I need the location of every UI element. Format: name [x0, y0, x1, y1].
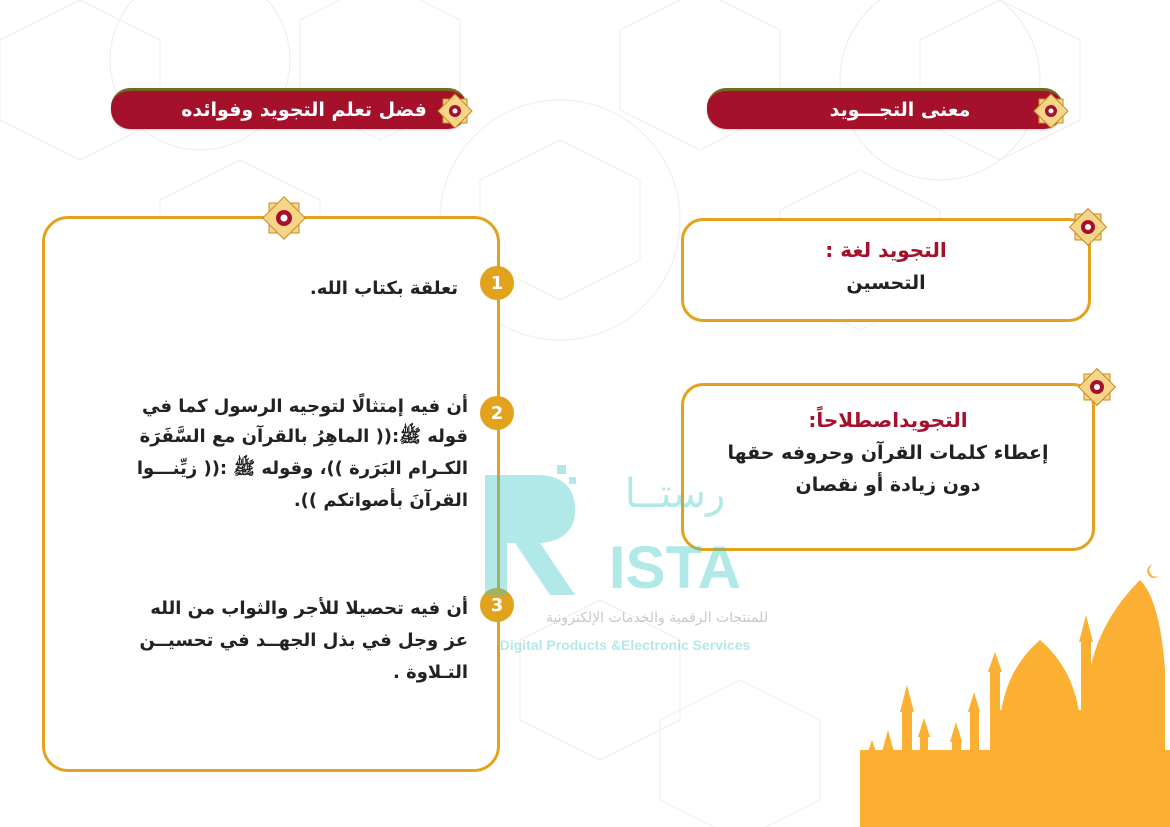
point-line: تعلقة بكتاب الله.	[309, 278, 458, 299]
point-line: التـلاوة .	[392, 662, 468, 683]
point-line: قوله ﷺ:(( الماهِرُ بالقرآن مع السَّفَرَة	[139, 426, 468, 447]
watermark	[470, 465, 770, 665]
star-ornament-icon	[258, 192, 310, 244]
watermark-english-tagline: Digital Products &Electronic Services	[499, 637, 751, 653]
star-ornament-icon	[434, 90, 476, 132]
definition-title: التجويد لغة :	[825, 238, 947, 262]
definition-text: التحسين	[846, 272, 926, 294]
star-ornament-icon	[1075, 365, 1119, 409]
watermark-r-logo	[475, 465, 585, 600]
point-number-badge: 3	[480, 588, 514, 622]
point-line: أن فيه تحصيلا للأجر والثواب من الله	[150, 598, 468, 619]
left-section-header	[111, 88, 467, 129]
right-header-text: معنى التجـــويد	[829, 99, 971, 121]
definition-text-line: إعطاء كلمات القرآن وحروفه حقها	[727, 442, 1049, 464]
point-line: الكـرام البَرَرة ))، وقوله ﷺ :(( زيِّنـــوا	[136, 458, 468, 479]
point-line: عز وجل في بذل الجهــد في تحسيــن	[139, 630, 468, 651]
star-ornament-icon	[1030, 90, 1072, 132]
point-number-badge: 2	[480, 396, 514, 430]
point-number-badge: 1	[480, 266, 514, 300]
left-header-text: فضل تعلم التجويد وفوائده	[181, 99, 427, 121]
watermark-arabic-name: رستــا	[624, 471, 726, 517]
point-line: أن فيه إمتثالًا لتوجيه الرسول كما في	[141, 396, 468, 417]
right-section-header	[707, 88, 1063, 129]
watermark-arabic-tagline: للمنتجات الرقمية والخدمات الإلكترونية	[545, 610, 768, 626]
definition-title: التجويداصطلاحاً:	[808, 408, 968, 432]
watermark-latin-name: ISTA	[608, 534, 742, 601]
mosque-silhouette	[860, 560, 1170, 827]
point-line: القرآنَ بأصواتكم )).	[293, 490, 468, 511]
definition-text-line: دون زيادة أو نقصان	[795, 474, 981, 496]
